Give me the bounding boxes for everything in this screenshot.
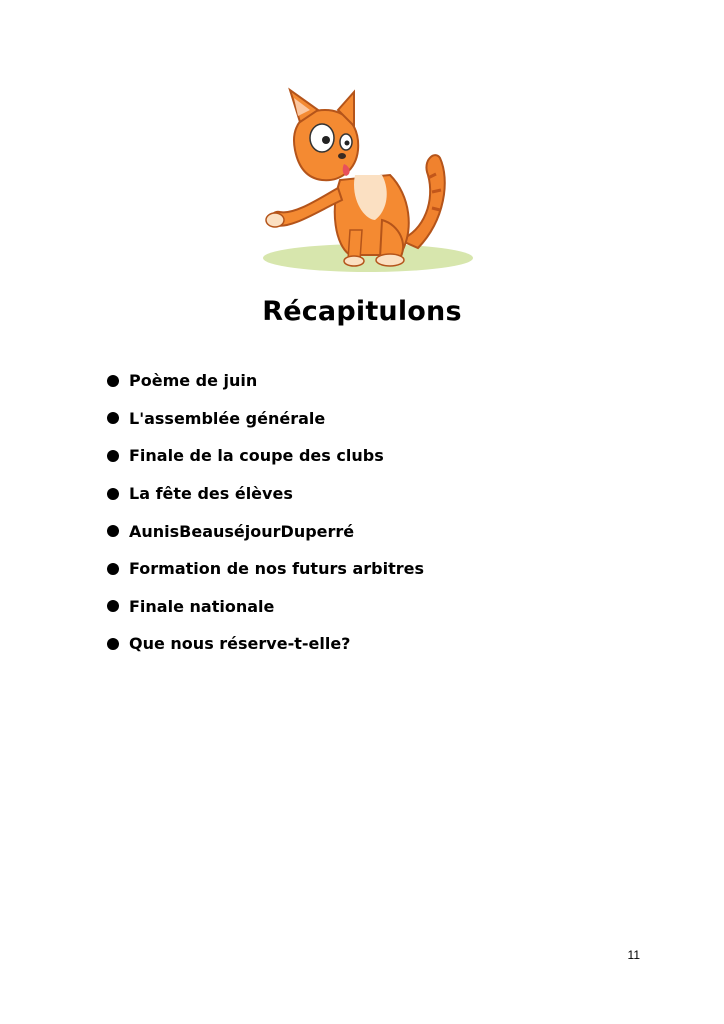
bullet-icon [107, 600, 119, 612]
list-item [107, 625, 667, 663]
bullet-icon [107, 563, 119, 575]
list-item [107, 400, 667, 438]
list-item-label: L'assemblée générale [129, 408, 326, 428]
cat-illustration [250, 80, 480, 280]
bullet-icon [107, 525, 119, 537]
cartoon-cat-icon [250, 80, 480, 280]
page-number: 11 [627, 948, 640, 962]
list-item-label: Finale de la coupe des clubs [129, 446, 384, 466]
bullet-icon [107, 450, 119, 462]
list-item-label: AunisBeauséjourDuperré [129, 521, 355, 541]
bullet-icon [107, 488, 119, 500]
list-item-label: Que nous réserve-t-elle? [129, 634, 351, 654]
list-item [107, 437, 667, 475]
bullet-icon [107, 412, 119, 424]
list-item-label: Finale nationale [129, 596, 275, 616]
list-item [107, 362, 667, 400]
list-item [107, 550, 667, 588]
list-item-label: Poème de juin [129, 371, 258, 391]
bullet-icon [107, 638, 119, 650]
list-item-label: Formation de nos futurs arbitres [129, 559, 424, 579]
list-item [107, 588, 667, 626]
list-item-label: La fête des élèves [129, 484, 293, 504]
list-item [107, 475, 667, 513]
list-item [107, 512, 667, 550]
summary-list [107, 362, 667, 663]
page-title: Récapitulons [262, 296, 462, 327]
bullet-icon [107, 375, 119, 387]
